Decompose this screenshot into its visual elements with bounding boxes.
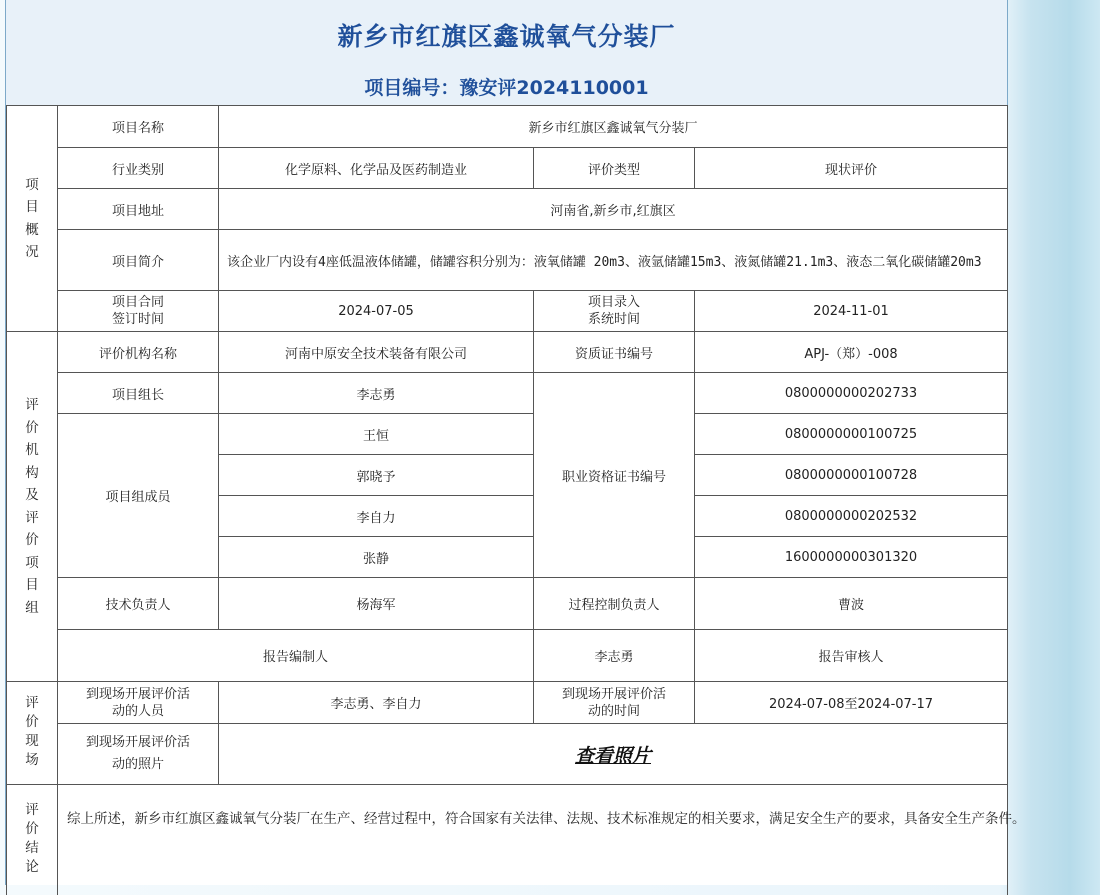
- members-label: 项目组成员: [58, 414, 219, 578]
- member-name: 张静: [219, 537, 534, 578]
- eval-type-label: 评价类型: [534, 148, 695, 189]
- address-value: 河南省,新乡市,红旗区: [219, 189, 1008, 230]
- conclusion-cell: [58, 785, 1026, 895]
- project-name-label: 项目名称: [58, 106, 219, 148]
- cert-label: 资质证书编号: [534, 332, 695, 373]
- eval-type-value: 现状评价: [695, 148, 1008, 189]
- member-name: 李自力: [219, 496, 534, 537]
- intro-label: 项目简介: [58, 230, 219, 291]
- industry-label: 行业类别: [58, 148, 219, 189]
- section-agency-label: 评价机构及评价项目组: [25, 397, 39, 616]
- view-photos-link[interactable]: 查看照片: [574, 744, 651, 767]
- org-value: 河南中原安全技术装备有限公司: [219, 332, 534, 373]
- site-time-value: 2024-07-08至2024-07-17: [695, 682, 1008, 724]
- address-label: 项目地址: [58, 189, 219, 230]
- report-author-label: 报告编制人: [58, 630, 534, 682]
- section-site-label: 评价现场: [25, 695, 39, 769]
- conclusion-text: 综上所述，新乡市红旗区鑫诚氧气分装厂在生产、经营过程中，符合国家有关法律、法规、技术标准规定的相关要求，满足安全生产的要求，具备安全生产条件。: [67, 811, 1026, 827]
- member-name: 王恒: [219, 414, 534, 455]
- intro-value: 该企业厂内设有4座低温液体储罐，储罐容积分别为：液氧储罐 20m3、液氩储罐15m3、液氮储罐21.1m3、液态二氧化碳储罐20m3: [219, 230, 1008, 291]
- project-number: 项目编号：豫安评2024110001: [364, 77, 649, 99]
- site-photos-cell: [219, 724, 1008, 785]
- section-overview: [7, 106, 58, 332]
- site-people-label: [58, 682, 219, 724]
- member-cert: 1600000000301320: [695, 537, 1008, 578]
- project-info-table: [6, 105, 1026, 895]
- section-agency: [7, 332, 58, 682]
- leader-cert: 0800000000202733: [695, 373, 1008, 414]
- contract-time-value: 2024-07-05: [219, 291, 534, 332]
- member-cert: 0800000000100728: [695, 455, 1008, 496]
- section-conclusion: [7, 785, 58, 895]
- member-cert: 0800000000100725: [695, 414, 1008, 455]
- process-lead-value: 曹波: [695, 578, 1008, 630]
- site-people-value: 李志勇、李自力: [219, 682, 534, 724]
- site-people-label-text: 到现场开展评价活动的人员: [85, 686, 190, 719]
- report-author-value: 李志勇: [534, 630, 695, 682]
- report-card: [5, 0, 1026, 885]
- entry-time-label-text: 项目录入系统时间: [587, 295, 640, 327]
- qualification-label: 职业资格证书编号: [534, 373, 695, 578]
- entry-time-label: [534, 291, 695, 332]
- section-overview-label: 项目概况: [25, 176, 39, 260]
- tech-lead-value: 杨海军: [219, 578, 534, 630]
- site-time-label: [534, 682, 695, 724]
- process-lead-label: 过程控制负责人: [534, 578, 695, 630]
- site-time-label-text: 到现场开展评价活动的时间: [561, 686, 666, 719]
- report-reviewer-label: 报告审核人: [695, 630, 1008, 682]
- industry-value: 化学原料、化学品及医药制造业: [219, 148, 534, 189]
- contract-time-label-text: 项目合同签订时间: [111, 295, 164, 327]
- leader-label: 项目组长: [58, 373, 219, 414]
- report-header: [6, 0, 1007, 106]
- leader-name: 李志勇: [219, 373, 534, 414]
- tech-lead-label: 技术负责人: [58, 578, 219, 630]
- page-title: 新乡市红旗区鑫诚氧气分装厂: [337, 22, 676, 51]
- site-photos-label-text: 到现场开展评价活动的照片: [85, 735, 190, 772]
- entry-time-value: 2024-11-01: [695, 291, 1008, 332]
- contract-time-label: [58, 291, 219, 332]
- org-label: 评价机构名称: [58, 332, 219, 373]
- site-photos-label: [58, 724, 219, 785]
- cert-value: APJ-（郑）-008: [695, 332, 1008, 373]
- project-name-value: 新乡市红旗区鑫诚氧气分装厂: [219, 106, 1008, 148]
- member-name: 郭晓予: [219, 455, 534, 496]
- section-site: [7, 682, 58, 785]
- member-cert: 0800000000202532: [695, 496, 1008, 537]
- section-conclusion-label: 评价结论: [25, 802, 39, 875]
